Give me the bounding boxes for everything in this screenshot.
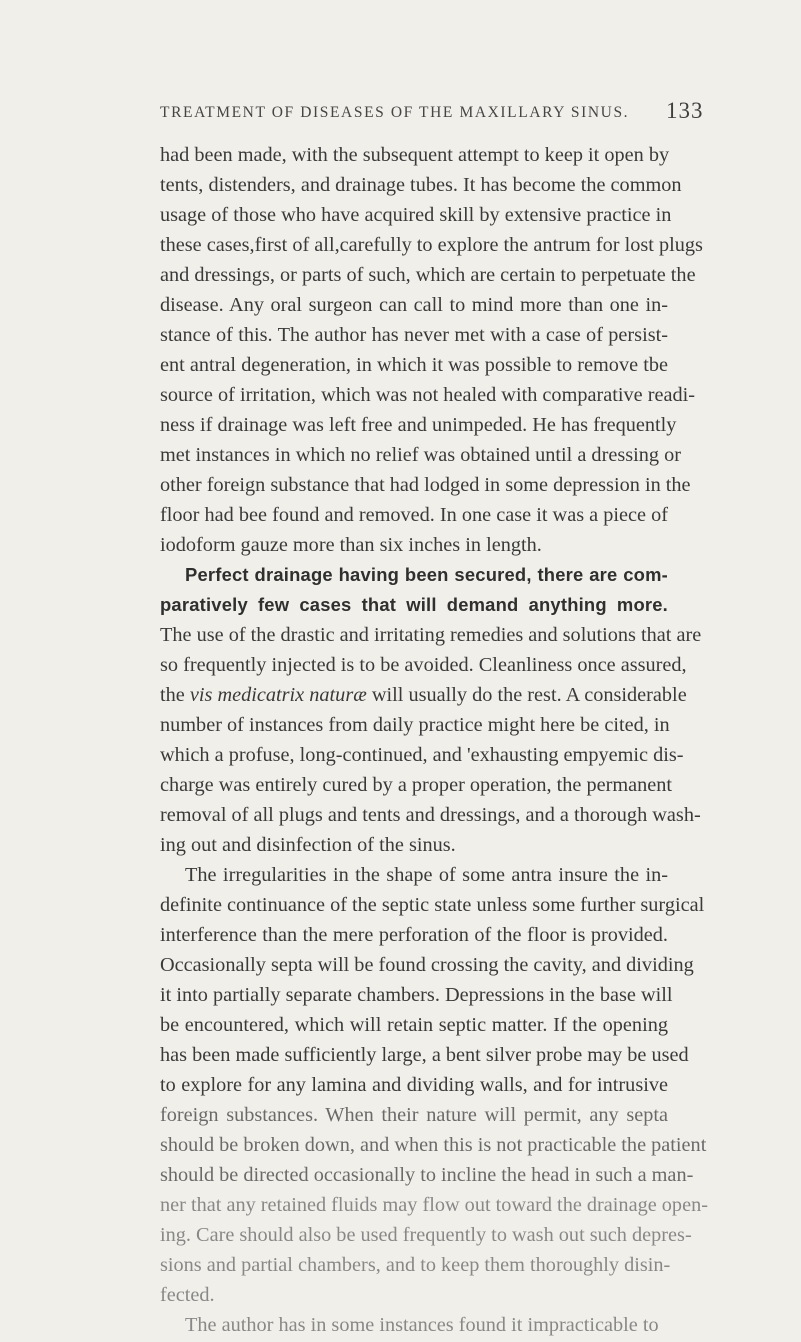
text-line: charge was entirely cured by a proper operation, the permanent (160, 774, 673, 796)
text-line: these cases,first of all,carefully to explore the antrum for lost plugs (160, 234, 703, 256)
text-line: source of irritation, which was not healed with comparative readi- (160, 384, 696, 406)
text-line: definite continuance of the septic state unless some further surgical (160, 894, 705, 916)
page-number: 133 (666, 98, 704, 123)
text-line: ner that any retained fluids may flow out toward the drainage open- (160, 1194, 708, 1216)
text-line: it into partially separate chambers. Depressions in the base will (160, 984, 673, 1006)
text-line: met instances in which no relief was obtained until a dressing or (160, 444, 681, 466)
text-line-bold: paratively few cases that will demand anything more. (160, 594, 668, 615)
text-segment: will usually do the rest. A considerable (371, 684, 687, 706)
text-line: interference than the mere perforation of the floor is provided. (160, 924, 668, 946)
running-head: TREATMENT OF DISEASES OF THE MAXILLARY SINUS. (160, 104, 630, 121)
text-line: be encountered, which will retain septic matter. If the opening (160, 1014, 668, 1036)
text-line: and dressings, or parts of such, which are certain to perpetuate the (160, 264, 696, 286)
text-line-bold: Perfect drainage having been secured, there are com- (185, 564, 668, 585)
text-line: removal of all plugs and tents and dressings, and a thorough wash- (160, 804, 701, 826)
text-line: to explore for any lamina and dividing walls, and for intrusive (160, 1074, 668, 1096)
text-line: foreign substances. When their nature will permit, any septa (160, 1104, 668, 1126)
text-line: The author has in some instances found it impracticable to (185, 1314, 659, 1336)
text-line: tents, distenders, and drainage tubes. It has become the common (160, 174, 682, 196)
text-line: sions and partial chambers, and to keep them thoroughly disin- (160, 1254, 671, 1276)
text-segment: the (160, 684, 185, 706)
text-line: should be broken down, and when this is not practicable the patient (160, 1134, 707, 1156)
latin-phrase: vis medicatrix naturæ (189, 684, 367, 706)
text-line: usage of those who have acquired skill by extensive practice in (160, 204, 672, 226)
text-line: Occasionally septa will be found crossing the cavity, and dividing (160, 954, 694, 976)
text-line: should be directed occasionally to incline the head in such a man- (160, 1164, 694, 1186)
text-line: iodoform gauze more than six inches in length. (160, 534, 542, 556)
text-line: fected. (160, 1284, 215, 1306)
text-line: number of instances from daily practice might here be cited, in (160, 714, 670, 736)
text-line: had been made, with the subsequent attempt to keep it open by (160, 144, 670, 166)
text-line: ness if drainage was left free and unimpeded. He has frequently (160, 414, 677, 436)
text-line: ing. Care should also be used frequently to wash out such depres- (160, 1224, 692, 1246)
text-line: has been made sufficiently large, a bent silver probe may be used (160, 1044, 689, 1066)
text-line (160, 680, 687, 710)
text-line: ent antral degeneration, in which it was possible to remove tbe (160, 354, 668, 376)
text-line: floor had bee found and removed. In one case it was a piece of (160, 504, 668, 526)
text-line: so frequently injected is to be avoided. Cleanliness once assured, (160, 654, 687, 676)
text-line: The use of the drastic and irritating remedies and solutions that are (160, 624, 702, 646)
text-line: stance of this. The author has never met with a case of persist- (160, 324, 668, 346)
text-line: other foreign substance that had lodged in some depression in the (160, 474, 691, 496)
text-line: disease. Any oral surgeon can call to mind more than one in- (160, 294, 668, 316)
text-line: which a profuse, long-continued, and 'exhausting empyemic dis- (160, 744, 684, 766)
text-line: The irregularities in the shape of some antra insure the in- (185, 864, 668, 886)
text-line: ing out and disinfection of the sinus. (160, 834, 456, 856)
